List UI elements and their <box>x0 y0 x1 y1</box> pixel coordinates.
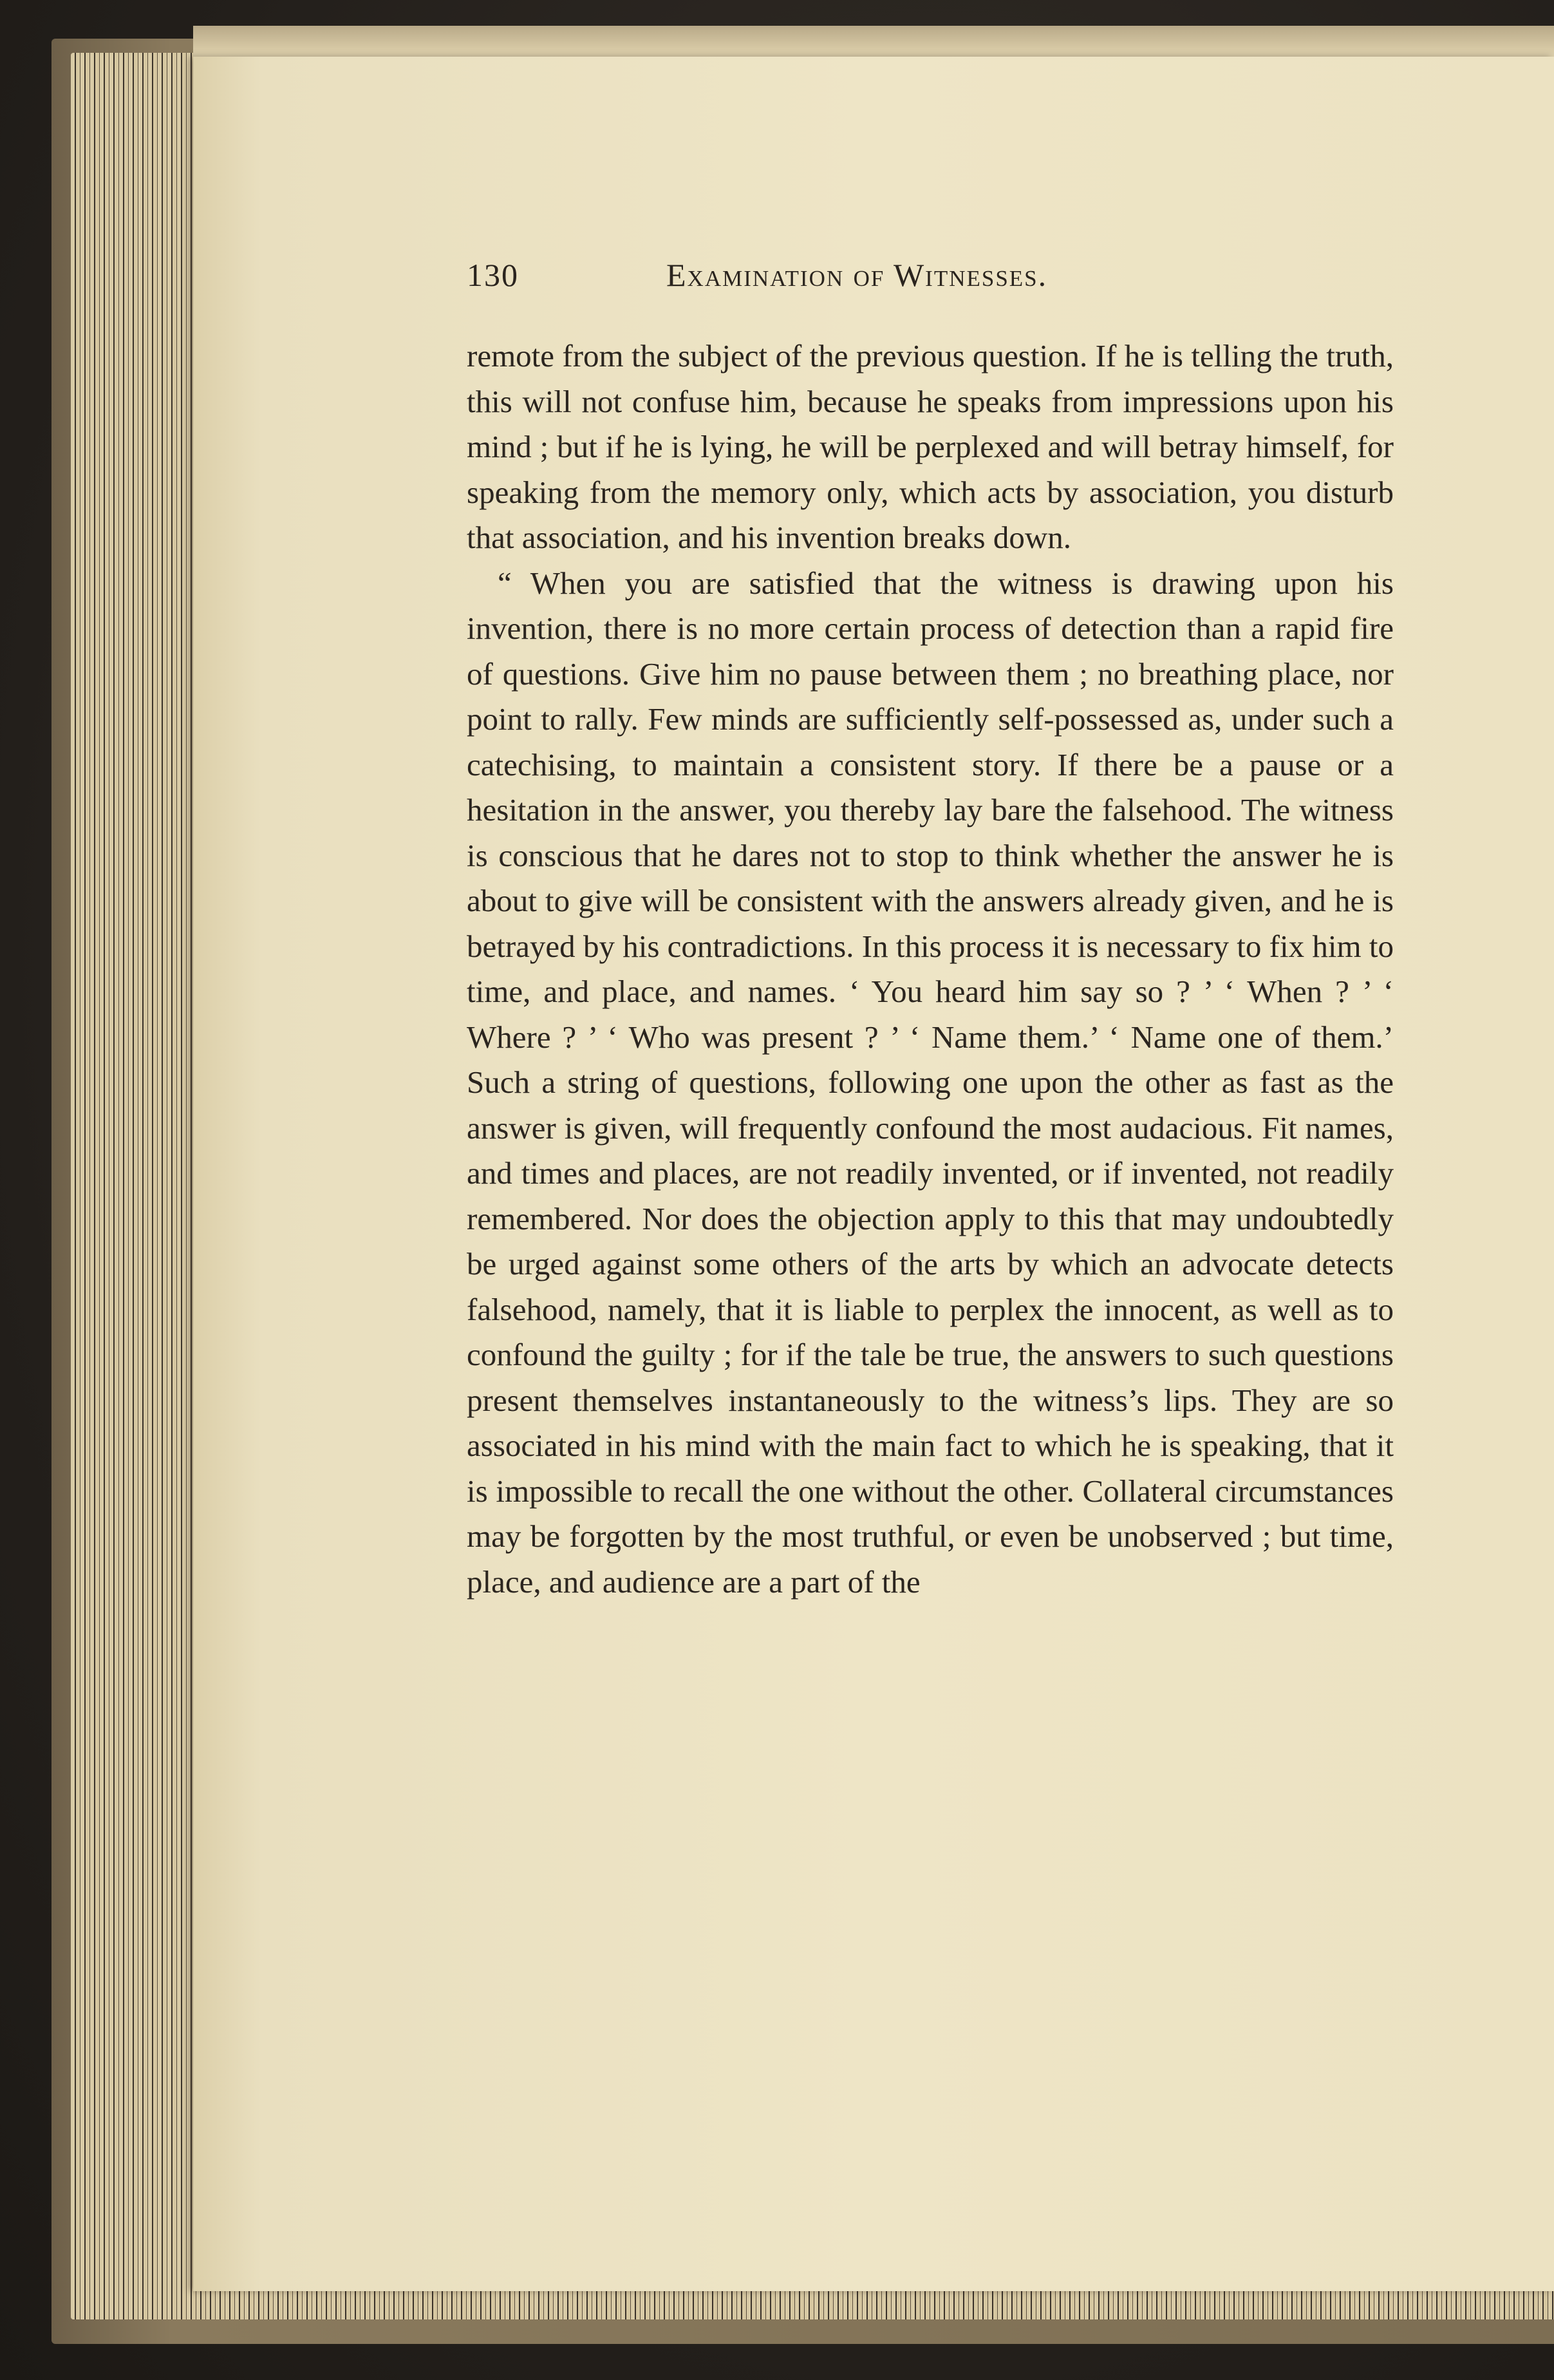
running-head <box>467 256 1394 301</box>
paragraph-1: remote from the subject of the previous question. If he is telling the truth, this will not confuse him, because he speaks from impressions upon his mind ; but if he is lying, he will be perplexed and will betray himself, for speaking from the memory only, which acts by association, you disturb that association, and his invention breaks down. <box>467 338 1394 555</box>
paragraph-2: “ When you are satisfied that the witness is drawing upon his invention, there is no more certain process of detection than a rapid fire of questions. Give him no pause between them ; no breathing place, nor point to rally. Few minds are sufficiently self-possessed as, under such a catechising, to maintain a consistent story. If there be a pause or a hesitation in the answer, you thereby lay bare the falsehood. The witness is conscious that he dares not to stop to think whether the answer he is about to give will be consistent with the answers already given, and he is betrayed by his contradictions. In this process it is necessary to fix him to time, and place, and names. ‘ You heard him say so ? ’ ‘ When ? ’ ‘ Where ? ’ ‘ Who was present ? ’ ‘ Name them.’ ‘ Name one of them.’ Such a string of questions, following one upon the other as fast as the answer is given, will frequently confound the most audacious. Fit names, and times and places, are not readily invented, or if invented, not readily remembered. Nor does the objection apply to this that may undoubtedly be urged against some others of the arts by which an advocate detects falsehood, namely, that it is liable to perplex the innocent, as well as to confound the guilty ; for if the tale be true, the answers to such questions present themselves instantaneously to the witness’s lips. They are so associated in his mind with the main fact to which he is speaking, that it is impossible to recall the one without the other. Collateral circumstances may be forgotten by the most truthful, or even be unobserved ; but time, place, and audience are a part of the <box>467 565 1394 1600</box>
body-text <box>467 334 1394 1605</box>
page-number: 130 <box>467 257 519 293</box>
running-title: Examination of Witnesses. <box>666 257 1048 293</box>
